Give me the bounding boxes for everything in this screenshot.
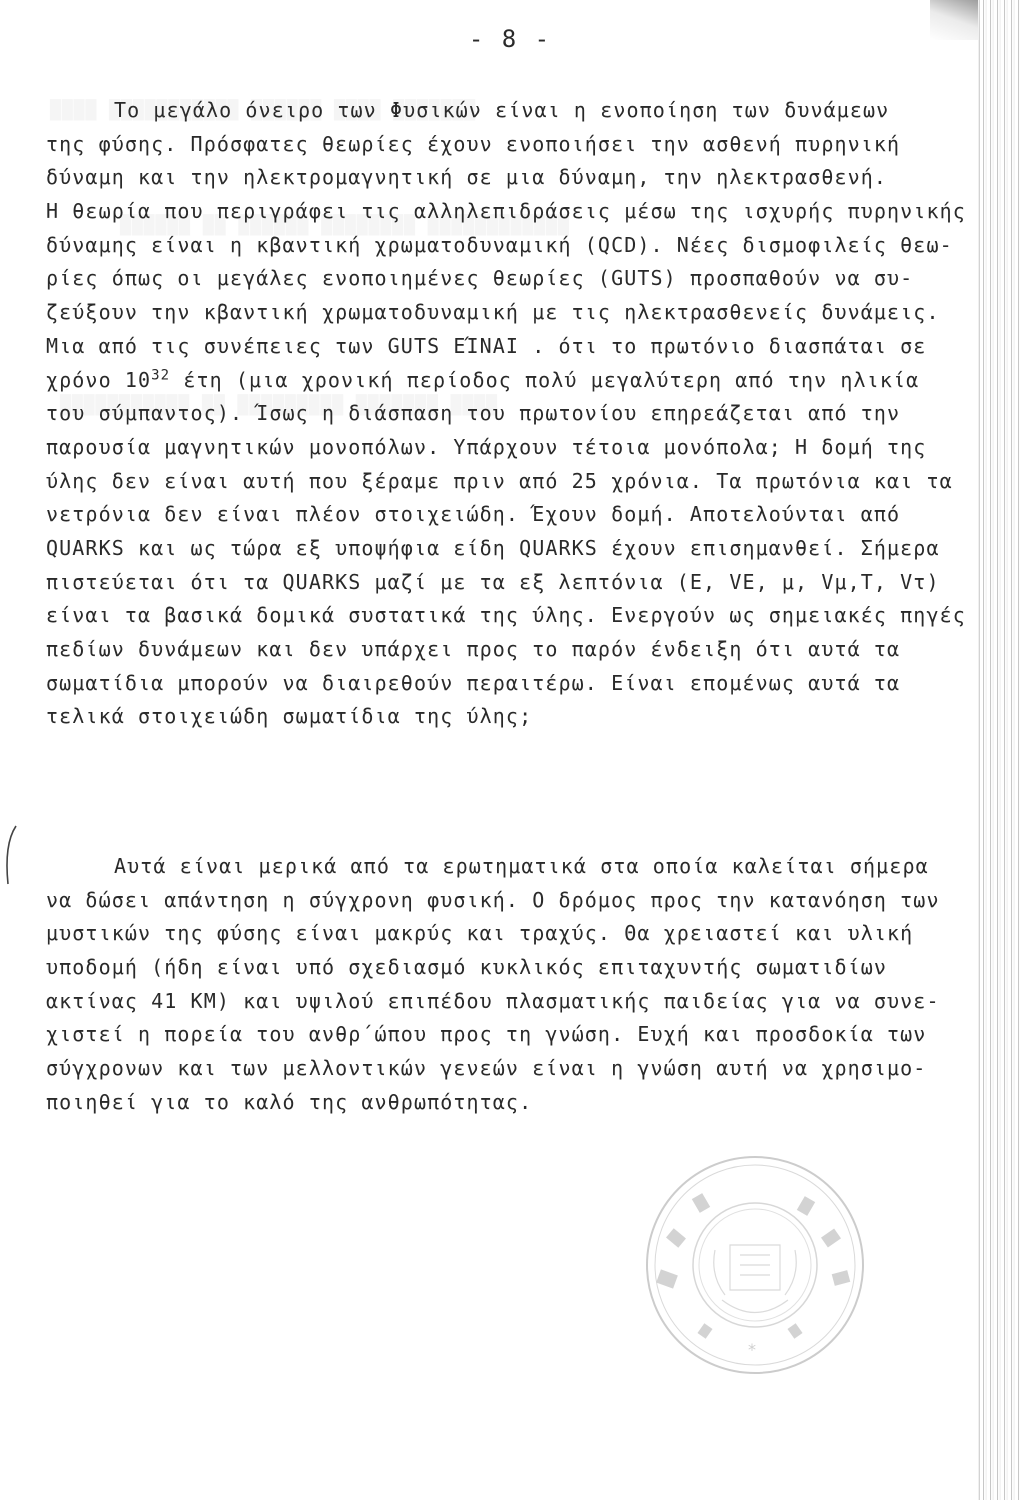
text-line: πεδίων δυνάμεων και δεν υπάρχει προς το παρόν ένδειξη ότι αυτά τα bbox=[46, 637, 901, 661]
text-line: Το μεγάλο όνειρο των Φυσικών είναι η ενοποίηση των δυνάμεων bbox=[114, 98, 890, 122]
text-line: υποδομή (ήδη είναι υπό σχεδιασμό κυκλικός επιταχυντής σωματιδίων bbox=[46, 955, 888, 980]
margin-pencil-mark bbox=[0, 820, 20, 890]
text-line: χιστεί η πορεία του ανθρ΄ώπου προς τη γνώση. Ευχή και προσδοκία των bbox=[46, 1022, 927, 1047]
text-line: μυστικών της φύσης είναι μακρύς και τραχύς. Θα χρειαστεί και υλική bbox=[46, 921, 914, 946]
text-line: είναι τα βασικά δομικά συστατικά της ύλης. Ενεργούν ως σημειακές πηγές bbox=[46, 603, 966, 628]
text-line: σωματίδια μπορούν να διαιρεθούν περαιτέρω. Είναι επομένως αυτά τα bbox=[46, 670, 901, 695]
page-number: - 8 - bbox=[468, 25, 552, 53]
paragraph-2 bbox=[46, 850, 966, 1120]
text-line: ρίες όπως οι μεγάλες ενοποιημένες θεωρίες (GUTS) προσπαθούν να συ- bbox=[46, 266, 914, 291]
text-line: Η θεωρία που περιγράφει τις αλληλεπιδράσεις μέσω της ισχυρής πυρηνικής bbox=[46, 199, 966, 224]
text-line: ακτίνας 41 ΚΜ) και υψιλού επιπέδου πλασματικής παιδείας για να συνε- bbox=[46, 988, 940, 1013]
text-line: να δώσει απάντηση η σύγχρονη φυσική. Ο δρόμος προς την κατανόηση των bbox=[46, 887, 940, 912]
text-line: παρουσία μαγνητικών μονοπόλων. Υπάρχουν τέτοια μονόπολα; Η δομή της bbox=[46, 434, 927, 459]
text-line: δύναμης είναι η κβαντική χρωματοδυναμική (QCD). Νέες δισμοφιλείς θεω- bbox=[46, 232, 953, 257]
line-text-after: έτη (μια χρονική περίοδος πολύ μεγαλύτερη από την ηλικία bbox=[170, 367, 920, 392]
official-seal-stamp bbox=[640, 1150, 870, 1380]
text-line: πιστεύεται ότι τα QUARKS μαζί με τα εξ λεπτόνια (Ε, VE, μ, Vμ,T, Vτ) bbox=[46, 569, 940, 594]
text-line: δύναμη και την ηλεκτρομαγνητική σε μια δύναμη, την ηλεκτρασθενή. bbox=[46, 165, 888, 190]
text-line: Μια από τις συνέπειες των GUTS ΕΊΝΑΙ . ότι το πρωτόνιο διασπάται σε bbox=[46, 333, 927, 358]
line-text-before: χρόνο 10 bbox=[46, 367, 152, 392]
text-line: νετρόνια δεν είναι πλέον στοιχειώδη. Έχουν δομή. Αποτελούνται από bbox=[46, 502, 901, 527]
exponent: 32 bbox=[151, 366, 171, 383]
text-line: QUARKS και ως τώρα εξ υποψήφια είδη QUARKS έχουν επισημανθεί. Σήμερα bbox=[46, 535, 940, 560]
text-line: Αυτά είναι μερικά από τα ερωτηματικά στα οποία καλείται σήμερα bbox=[114, 854, 929, 878]
text-line: τελικά στοιχειώδη σωματίδια της ύλης; bbox=[46, 704, 533, 729]
svg-text:*: * bbox=[748, 1340, 756, 1359]
page-stack-edge bbox=[980, 0, 1020, 1500]
text-line: της φύσης. Πρόσφατες θεωρίες έχουν ενοποιήσει την ασθενή πυρηνική bbox=[46, 131, 901, 156]
text-line: σύγχρονων και των μελλοντικών γενεών είναι η γνώση αυτή να χρησιμο- bbox=[46, 1056, 927, 1081]
text-line: ποιηθεί για το καλό της ανθρωπότητας. bbox=[46, 1089, 533, 1114]
text-line: του σύμπαντος). Ίσως η διάσπαση του πρωτονίου επηρεάζεται από την bbox=[46, 401, 901, 426]
text-line: ύλης δεν είναι αυτή που ξέραμε πριν από 25 χρόνια. Τα πρωτόνια και τα bbox=[46, 468, 953, 493]
text-line-with-exponent bbox=[46, 364, 966, 398]
text-line: ζεύξουν την κβαντική χρωματοδυναμική με τις ηλεκτρασθενείς δυνάμεις. bbox=[46, 300, 940, 325]
paragraph-1 bbox=[46, 94, 966, 734]
